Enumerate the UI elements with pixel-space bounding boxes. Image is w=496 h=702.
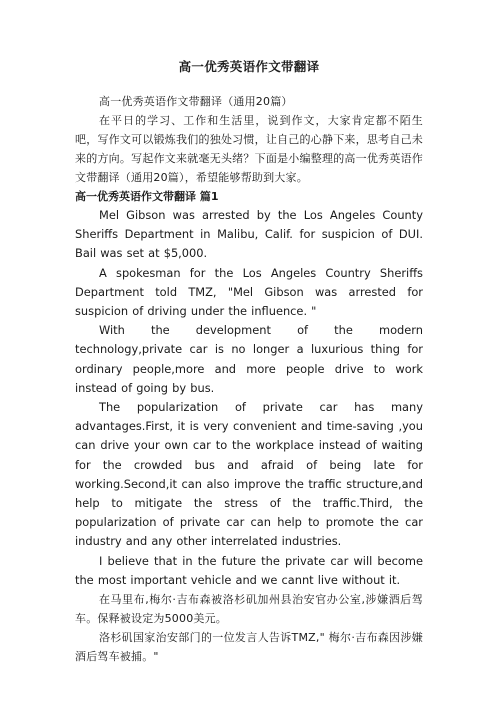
- translation-2: 洛杉矶国家治安部门的一位发言人告诉TMZ," 梅尔·吉布森因涉嫌酒后驾车被捕。": [75, 631, 423, 664]
- intro-body: 在平日的学习、工作和生活里，说到作文，大家肯定都不陌生吧，写作文可以锻炼我们的独处习惯，让自己的心静下来，思考自己未来的方向。写起作文来就毫无头绪？下面是小编整理的高一优秀英语作文带翻译（通用20篇），希望能够帮助到大家。: [75, 114, 423, 184]
- document-title: 高一优秀英语作文带翻译: [178, 59, 320, 74]
- paragraph-2: A spokesman for the Los Angeles Country Sheriffs Department told TMZ, "Mel Gibson was arrested for suspicion of driving under the influence. ": [75, 265, 423, 319]
- section-heading: 高一优秀英语作文带翻译 篇1: [75, 190, 219, 203]
- paragraph-3: With the development of the modern technology,private car is no longer a luxurious thing for ordinary people,more and more people drive to work instead of going by bus.: [75, 323, 423, 395]
- paragraph-4: The popularization of private car has many advantages.First, it is very convenient and time-saving ,you can drive your own car to the workplace instead of waiting for the crowded bus and afraid of being late for working.Second,it can also improve the traffic structure,and help to mitigate the stress of the traffic.Third, the popularization of private car can help to promote the car industry and any other interrelated industries.: [75, 400, 423, 549]
- intro-line: 高一优秀英语作文带翻译（通用20篇）: [99, 95, 293, 108]
- translation-1: 在马里布,梅尔·吉布森被洛杉矶加州县治安官办公室,涉嫌酒后驾车。保释被设定为5000美元。: [75, 593, 423, 626]
- paragraph-5: I believe that in the future the private car will become the most important vehicle and we cannt live without it.: [75, 553, 423, 587]
- paragraph-1: Mel Gibson was arrested by the Los Angeles County Sheriffs Department in Malibu, Calif. for suspicion of DUI. Bail was set at $5,000.: [75, 208, 423, 261]
- document-page: [75, 58, 423, 666]
